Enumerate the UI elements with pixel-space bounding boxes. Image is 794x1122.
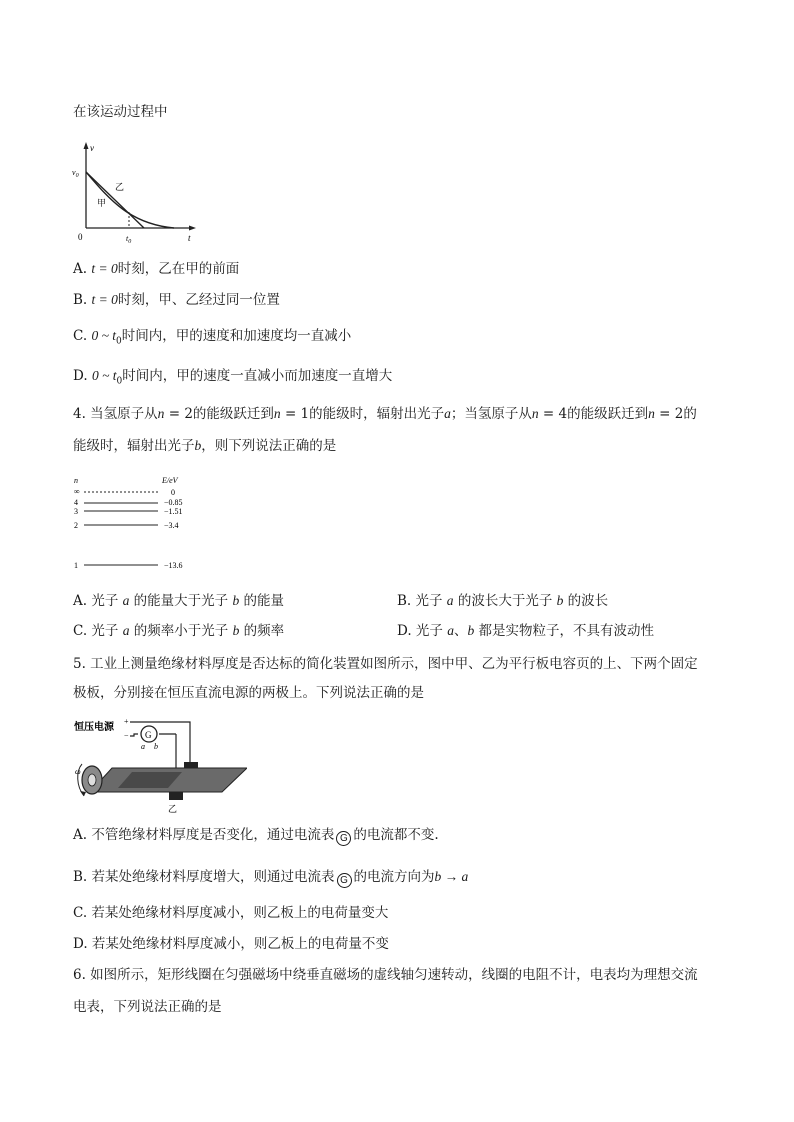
galvanometer-label: G — [145, 730, 152, 740]
plus-terminal: + — [124, 717, 129, 726]
t-axis-label: t — [188, 233, 191, 243]
capacitor-device-figure — [72, 716, 247, 818]
level-inf-n: ∞ — [74, 487, 80, 496]
terminal-b: b — [154, 742, 158, 751]
q4-stem-line1: 4. 当氢原子从n = 2的能级跃迁到n = 1的能级时，辐射出光子a；当氢原子从n = 4的能级跃迁到n = 2的 — [73, 406, 697, 422]
v-axis-label: v — [90, 143, 94, 153]
vt-graph — [70, 140, 200, 248]
q3-option-c: C. 0 ~ $t_0$时间内，甲的速度和加速度均一直减小 — [73, 328, 352, 347]
bottom-plate-yi — [169, 792, 183, 800]
q5-option-d: D. 若某处绝缘材料厚度减小，则乙板上的电荷量不变 — [73, 936, 389, 952]
curve-yi-label: 乙 — [115, 182, 125, 192]
q3-option-a: A. t = 0时刻，乙在甲的前面 — [73, 261, 240, 277]
terminal-a: a — [141, 742, 145, 751]
v-axis-arrow — [84, 142, 89, 149]
level-inf-e: 0 — [171, 488, 175, 497]
q3-option-d: D. 0 ~ $t_0$时间内，甲的速度一直减小而加速度一直增大 — [73, 368, 393, 387]
curve-yi — [86, 172, 144, 228]
q3-option-b: B. t = 0时刻，甲、乙经过同一位置 — [73, 292, 280, 308]
galvanometer-symbol: G — [336, 831, 351, 846]
q4-option-c: C. 光子 a 的频率小于光子 b 的频率 — [73, 623, 285, 639]
v0-label: $v_0$ — [72, 168, 79, 179]
level-2-e: −3.4 — [164, 521, 179, 530]
q4-option-b: B. 光子 a 的波长大于光子 b 的波长 — [397, 593, 609, 609]
q5-option-c: C. 若某处绝缘材料厚度减小，则乙板上的电荷量变大 — [73, 905, 389, 921]
q4-option-d: D. 光子 a、b 都是实物粒子，不具有波动性 — [397, 623, 655, 639]
level-3-e: −1.51 — [164, 507, 183, 516]
q5-stem-line2: 极板，分别接在恒压直流电源的两极上。下列说法正确的是 — [73, 685, 424, 701]
t0-label: $t_0$ — [126, 234, 132, 244]
wire-minus — [130, 734, 138, 736]
level-2-n: 2 — [74, 521, 78, 530]
level-3-n: 3 — [74, 507, 78, 516]
source-label: 恒压电源 — [74, 722, 114, 733]
q4-option-a: A. 光子 a 的能量大于光子 b 的能量 — [73, 593, 285, 609]
e-header: E/eV — [162, 476, 178, 485]
intro-text: 在该运动过程中 — [73, 104, 168, 120]
q6-stem-line2: 电表，下列说法正确的是 — [73, 999, 222, 1015]
level-4-n: 4 — [74, 498, 78, 507]
q5-option-b: B. 若某处绝缘材料厚度增大，则通过电流表 G 的电流方向为b → a — [73, 869, 469, 886]
origin-label: 0 — [78, 232, 83, 242]
bottom-plate-label: 乙 — [168, 804, 178, 814]
top-plate-jia — [184, 762, 198, 768]
t-axis-arrow — [189, 226, 196, 231]
wire-top — [130, 722, 190, 764]
energy-level-diagram — [70, 474, 210, 576]
level-4-e: −0.85 — [164, 498, 183, 507]
level-1-e: −13.6 — [164, 561, 183, 570]
omega-label: ω — [75, 767, 81, 776]
q5-stem-line1: 5. 工业上测量绝缘材料厚度是否达标的简化装置如图所示，图中甲、乙为平行板电容页的上、下两个固定 — [73, 656, 698, 672]
level-1-n: 1 — [74, 561, 78, 570]
q5-option-a: A. 不管绝缘材料厚度是否变化，通过电流表 G 的电流都不变. — [73, 827, 439, 844]
q4-stem-line2: 能级时，辐射出光子b，则下列说法正确的是 — [73, 438, 337, 454]
curve-jia-label: 甲 — [97, 198, 107, 208]
minus-terminal: − — [124, 731, 129, 740]
galvanometer-symbol: G — [337, 873, 352, 888]
q6-stem-line1: 6. 如图所示，矩形线圈在匀强磁场中绕垂直磁场的虚线轴匀速转动，线圈的电阻不计，电表均为理想交流 — [73, 967, 698, 983]
n-header: n — [74, 476, 78, 485]
